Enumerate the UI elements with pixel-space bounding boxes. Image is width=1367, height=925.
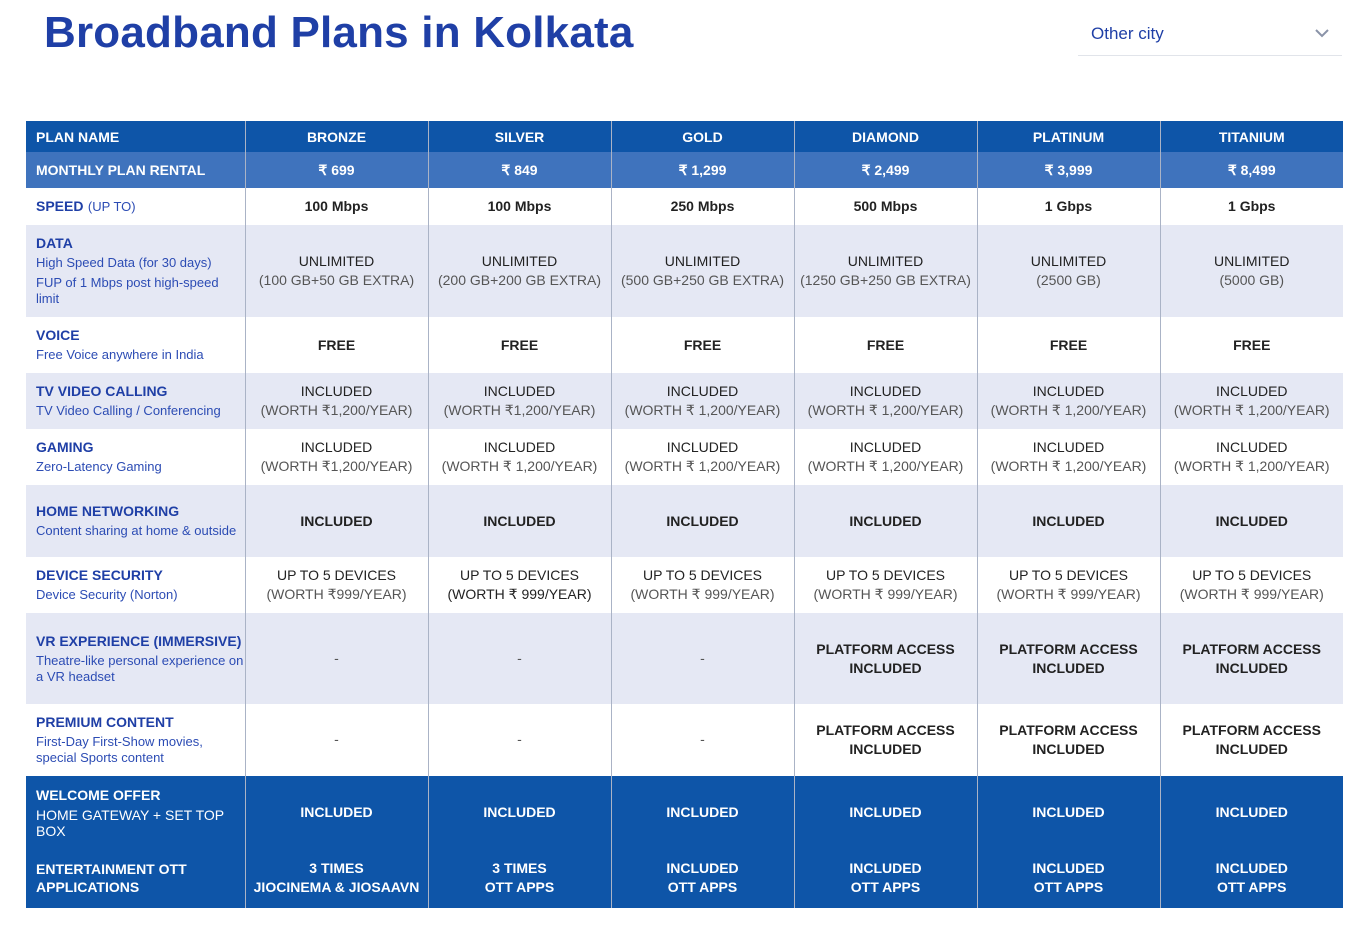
ott-line1: 3 TIMES (492, 860, 547, 876)
ott-line2: OTT APPS (1033, 879, 1104, 895)
ott-line1: INCLUDED (1032, 860, 1105, 876)
data-detail: (100 GB+50 GB EXTRA) (258, 272, 415, 288)
vr-experience-included: INCLUDED (849, 659, 922, 676)
gaming-detail: (WORTH ₹ 1,200/YEAR) (1173, 458, 1330, 474)
device-security-label (26, 557, 245, 613)
ott-line1: 3 TIMES (309, 860, 364, 876)
data-subtitle: High Speed Data (for 30 days) (36, 255, 212, 270)
rental-diamond: ₹ 2,499 (794, 152, 977, 188)
voice-value: FREE (500, 336, 539, 353)
tv-video-calling-main: INCLUDED (483, 383, 556, 399)
tv-video-calling-detail: (WORTH ₹ 1,200/YEAR) (990, 402, 1147, 418)
welcome-offer-subtitle: HOME GATEWAY + SET TOP BOX (36, 806, 224, 839)
home-networking-title: HOME NETWORKING (36, 503, 180, 519)
welcome-offer-row (26, 776, 1343, 848)
ott-line1: INCLUDED (666, 860, 739, 876)
device-security-main: UP TO 5 DEVICES (1192, 567, 1312, 583)
ott-line2: OTT APPS (484, 879, 555, 895)
gaming-detail: (WORTH ₹ 1,200/YEAR) (441, 458, 598, 474)
gaming-main: INCLUDED (300, 439, 373, 455)
welcome-offer-label (26, 776, 245, 848)
tv-video-calling-detail: (WORTH ₹ 1,200/YEAR) (1173, 402, 1330, 418)
rental-bronze: ₹ 699 (245, 152, 428, 188)
data-detail: (2500 GB) (1036, 272, 1101, 288)
speed-value: 500 Mbps (853, 198, 918, 214)
voice-title: VOICE (36, 327, 80, 343)
tv-video-calling-main: INCLUDED (666, 383, 739, 399)
data-fup-note: FUP of 1 Mbps post high-speed limit (36, 275, 219, 306)
speed-value: 250 Mbps (670, 198, 735, 214)
gaming-subtitle: Zero-Latency Gaming (36, 459, 162, 474)
speed-value: 100 Mbps (487, 198, 552, 214)
home-networking-value: INCLUDED (1215, 512, 1288, 529)
device-security-main: UP TO 5 DEVICES (1008, 567, 1129, 583)
voice-row (26, 317, 1343, 373)
plan-name-titanium: TITANIUM (1160, 121, 1343, 152)
voice-value: FREE (683, 336, 722, 353)
home-networking-value: INCLUDED (483, 512, 556, 529)
premium-content-dash: - (700, 731, 705, 747)
gaming-detail: (WORTH ₹1,200/YEAR) (260, 458, 413, 474)
city-select-label: Other city (1091, 24, 1164, 43)
home-networking-value: INCLUDED (666, 512, 739, 529)
device-security-subtitle: Device Security (Norton) (36, 587, 178, 602)
home-networking-value: INCLUDED (1032, 512, 1105, 529)
welcome-offer-value: INCLUDED (794, 776, 977, 848)
vr-experience-subtitle: Theatre-like personal experience on a VR headset (36, 652, 244, 684)
voice-subtitle: Free Voice anywhere in India (36, 347, 204, 362)
gaming-detail: (WORTH ₹ 1,200/YEAR) (807, 458, 964, 474)
premium-content-title: PREMIUM CONTENT (36, 714, 174, 730)
gaming-detail: (WORTH ₹ 1,200/YEAR) (624, 458, 781, 474)
tv-video-calling-row (26, 373, 1343, 429)
vr-experience-row (26, 613, 1343, 704)
vr-experience-included: INCLUDED (1215, 659, 1288, 676)
speed-title: SPEED (36, 197, 84, 214)
rental-silver: ₹ 849 (428, 152, 611, 188)
device-security-title: DEVICE SECURITY (36, 567, 163, 583)
data-detail: (500 GB+250 GB EXTRA) (620, 272, 785, 288)
device-security-main: UP TO 5 DEVICES (642, 567, 763, 583)
premium-content-access: PLATFORM ACCESS (1182, 722, 1321, 738)
ott-line2: OTT APPS (850, 879, 921, 895)
device-security-row (26, 557, 1343, 613)
speed-row (26, 188, 1343, 225)
gaming-main: INCLUDED (483, 439, 556, 455)
ott-row (26, 848, 1343, 908)
home-networking-value: INCLUDED (300, 512, 373, 529)
premium-content-subtitle: First-Day First-Show movies, special Sports content (36, 734, 203, 765)
welcome-offer-value: INCLUDED (977, 776, 1160, 848)
tv-video-calling-main: INCLUDED (1215, 383, 1288, 399)
gaming-main: INCLUDED (849, 439, 922, 455)
premium-content-included: INCLUDED (849, 741, 922, 757)
plan-name-bronze: BRONZE (245, 121, 428, 152)
ott-title: ENTERTAINMENT OTT APPLICATIONS (36, 861, 187, 895)
plans-table (26, 121, 1343, 908)
data-main: UNLIMITED (1030, 253, 1107, 269)
data-title: DATA (36, 235, 73, 251)
plan-name-diamond: DIAMOND (794, 121, 977, 152)
tv-video-calling-title: TV VIDEO CALLING (36, 383, 168, 399)
speed-note: (UP TO) (87, 198, 136, 214)
data-detail: (5000 GB) (1219, 272, 1285, 288)
plan-name-gold: GOLD (611, 121, 794, 152)
speed-value: 1 Gbps (1044, 198, 1093, 214)
gaming-label (26, 429, 245, 485)
data-main: UNLIMITED (664, 253, 741, 269)
home-networking-subtitle: Content sharing at home & outside (36, 523, 237, 538)
rental-platinum: ₹ 3,999 (977, 152, 1160, 188)
gaming-title: GAMING (36, 439, 94, 455)
home-networking-row (26, 485, 1343, 557)
tv-video-calling-detail: (WORTH ₹1,200/YEAR) (260, 402, 413, 418)
vr-experience-access: PLATFORM ACCESS (999, 640, 1138, 657)
device-security-detail: (WORTH ₹ 999/YEAR) (630, 586, 775, 602)
tv-video-calling-subtitle: TV Video Calling / Conferencing (36, 403, 221, 418)
welcome-offer-value: INCLUDED (428, 776, 611, 848)
premium-content-dash: - (517, 731, 522, 747)
tv-video-calling-main: INCLUDED (1032, 383, 1105, 399)
speed-value: 1 Gbps (1228, 198, 1276, 214)
vr-experience-dash: - (700, 649, 705, 666)
rental-row (26, 152, 1343, 188)
gaming-main: INCLUDED (666, 439, 739, 455)
plan-name-platinum: PLATINUM (977, 121, 1160, 152)
premium-content-access: PLATFORM ACCESS (816, 722, 955, 738)
data-main: UNLIMITED (847, 253, 924, 269)
rental-gold: ₹ 1,299 (611, 152, 794, 188)
city-select[interactable] (1078, 14, 1342, 56)
data-detail: (1250 GB+250 GB EXTRA) (800, 272, 971, 288)
rental-label: MONTHLY PLAN RENTAL (26, 152, 245, 188)
data-row (26, 225, 1343, 317)
tv-video-calling-detail: (WORTH ₹1,200/YEAR) (443, 402, 596, 418)
chevron-down-icon (1314, 28, 1330, 38)
vr-experience-included: INCLUDED (1032, 659, 1105, 676)
premium-content-included: INCLUDED (1215, 741, 1288, 757)
device-security-detail: (WORTH ₹ 999/YEAR) (1179, 586, 1324, 602)
voice-value: FREE (866, 336, 905, 353)
tv-video-calling-detail: (WORTH ₹ 1,200/YEAR) (624, 402, 781, 418)
device-security-main: UP TO 5 DEVICES (825, 567, 946, 583)
vr-experience-dash: - (517, 649, 522, 666)
premium-content-dash: - (334, 731, 339, 747)
welcome-offer-value: INCLUDED (1160, 776, 1343, 848)
device-security-main: UP TO 5 DEVICES (276, 567, 397, 583)
speed-value: 100 Mbps (304, 198, 369, 214)
data-main: UNLIMITED (1214, 253, 1290, 269)
voice-value: FREE (1233, 336, 1271, 353)
tv-video-calling-main: INCLUDED (300, 383, 373, 399)
data-main: UNLIMITED (481, 253, 558, 269)
gaming-detail: (WORTH ₹ 1,200/YEAR) (990, 458, 1147, 474)
premium-content-label (26, 704, 245, 776)
home-networking-label (26, 485, 245, 557)
voice-label (26, 317, 245, 373)
tv-video-calling-main: INCLUDED (849, 383, 922, 399)
plan-name-silver: SILVER (428, 121, 611, 152)
vr-experience-label (26, 613, 245, 704)
ott-line2: OTT APPS (667, 879, 738, 895)
voice-value: FREE (317, 336, 356, 353)
plan-name-row (26, 121, 1343, 152)
device-security-detail: (WORTH ₹ 999/YEAR) (996, 586, 1141, 602)
vr-experience-access: PLATFORM ACCESS (1182, 640, 1321, 657)
ott-line1: INCLUDED (849, 860, 922, 876)
premium-content-row (26, 704, 1343, 776)
ott-line2: JIOCINEMA & JIOSAAVN (253, 879, 420, 895)
data-detail: (200 GB+200 GB EXTRA) (437, 272, 602, 288)
gaming-main: INCLUDED (1032, 439, 1105, 455)
tv-video-calling-detail: (WORTH ₹ 1,200/YEAR) (807, 402, 964, 418)
device-security-main: UP TO 5 DEVICES (459, 567, 580, 583)
premium-content-included: INCLUDED (1032, 741, 1105, 757)
ott-line1: INCLUDED (1215, 860, 1288, 876)
plan-name-label: PLAN NAME (26, 121, 245, 152)
welcome-offer-value: INCLUDED (611, 776, 794, 848)
device-security-detail: (WORTH ₹999/YEAR) (266, 586, 407, 602)
tv-video-calling-label (26, 373, 245, 429)
ott-label (26, 848, 245, 908)
gaming-main: INCLUDED (1215, 439, 1288, 455)
device-security-detail: (WORTH ₹ 999/YEAR) (447, 586, 592, 602)
vr-experience-title: VR EXPERIENCE (IMMERSIVE) (36, 632, 242, 649)
rental-titanium: ₹ 8,499 (1160, 152, 1343, 188)
page-title: Broadband Plans in Kolkata (44, 8, 634, 57)
ott-line2: OTT APPS (1217, 879, 1287, 895)
speed-label (26, 188, 245, 225)
welcome-offer-title: WELCOME OFFER (36, 786, 161, 803)
device-security-detail: (WORTH ₹ 999/YEAR) (813, 586, 958, 602)
welcome-offer-value: INCLUDED (245, 776, 428, 848)
home-networking-value: INCLUDED (849, 512, 922, 529)
voice-value: FREE (1049, 336, 1088, 353)
vr-experience-dash: - (334, 649, 339, 666)
data-main: UNLIMITED (298, 253, 375, 269)
vr-experience-access: PLATFORM ACCESS (816, 640, 955, 657)
data-label (26, 225, 245, 317)
gaming-row (26, 429, 1343, 485)
premium-content-access: PLATFORM ACCESS (999, 722, 1138, 738)
